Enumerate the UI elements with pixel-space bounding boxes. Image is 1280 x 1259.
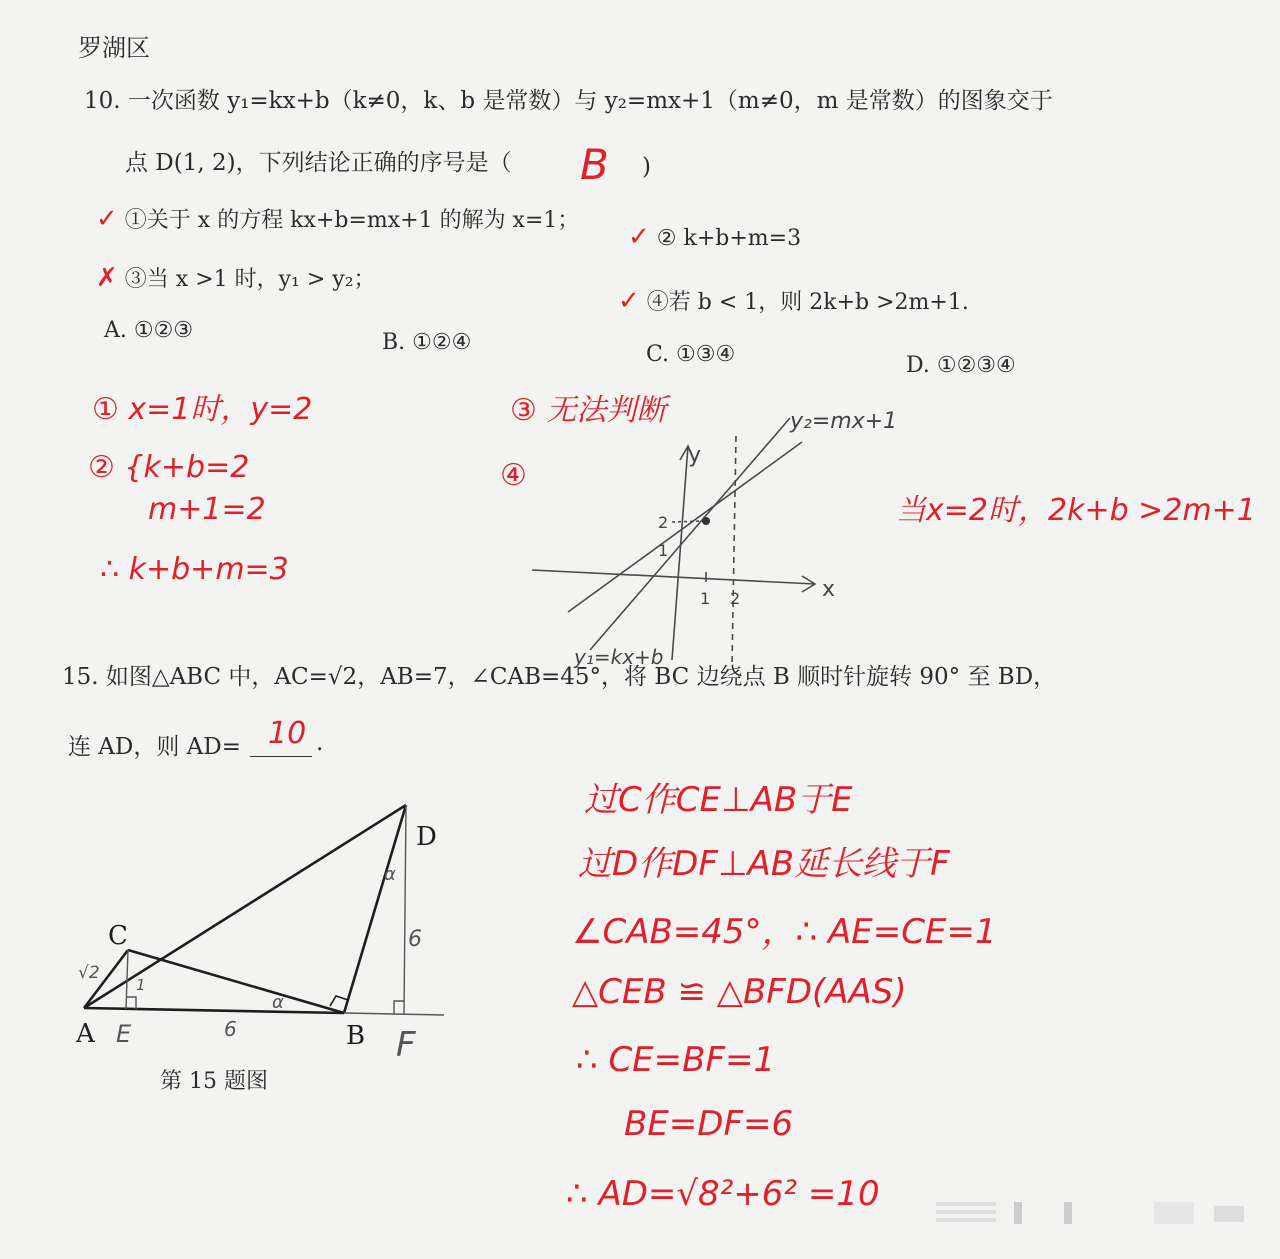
check-mark-icon: ✓: [96, 204, 118, 234]
graph-tick-y1: 1: [658, 541, 669, 560]
check-mark-icon: ✓: [618, 286, 640, 316]
label-b: B: [346, 1021, 366, 1051]
graph-y-label: y: [688, 443, 702, 468]
solution-line-7: ∴ AD=√8²+6² =10: [566, 1174, 880, 1214]
option-b: B. ①②④: [382, 330, 472, 355]
graph-tick-y2: 2: [658, 513, 669, 532]
hand-note-4: ④: [500, 458, 527, 493]
figure-caption: 第 15 题图: [160, 1069, 268, 1094]
label-e: E: [116, 1020, 132, 1048]
segment-ce: [126, 950, 128, 1009]
hand-note-3: ③ 无法判断: [510, 393, 667, 428]
hand-note-1: ① x=1时，y=2: [92, 392, 313, 427]
graph-label-y2: y₂=mx+1: [790, 409, 898, 434]
statement-2-text: ② k+b+m=3: [656, 226, 802, 251]
solution-line-2: 过D作DF⊥AB延长线于F: [578, 844, 950, 884]
solution-line-3: ∠CAB=45°，∴ AE=CE=1: [572, 912, 997, 952]
q10-line1: 10. 一次函数 y₁=kx+b（k≠0，k、b 是常数）与 y₂=mx+1（m≠0，m 是常数）的图象交于: [84, 88, 1053, 114]
watermark-icon: [934, 1196, 1254, 1230]
right-angle-f: [394, 1001, 404, 1014]
solution-line-6: BE=DF=6: [624, 1104, 794, 1144]
q15-answer: 10: [268, 716, 307, 751]
district-label: 罗湖区: [78, 34, 150, 62]
label-a: A: [76, 1019, 95, 1049]
graph-tick-1: 1: [700, 589, 711, 608]
label-be-6: 6: [224, 1017, 237, 1041]
label-df-6: 6: [408, 927, 422, 952]
graph-x-label: x: [822, 577, 836, 602]
option-c: C. ①③④: [646, 342, 736, 367]
graph-tick-2: 2: [730, 589, 741, 608]
segment-bd: [344, 805, 406, 1013]
segment-ad: [84, 805, 406, 1008]
q10-answer: B: [580, 140, 609, 189]
solution-line-5: ∴ CE=BF=1: [576, 1040, 776, 1080]
hand-note-when-x-2: 当x=2时，2k+b >2m+1: [896, 493, 1256, 528]
hand-note-2a: ② {k+b=2: [88, 450, 250, 485]
angle-alpha-d: α: [384, 864, 396, 885]
label-ce-1: 1: [136, 976, 146, 994]
statement-3-text: ③当 x >1 时，y₁ > y₂；: [124, 267, 376, 292]
right-angle-e: [126, 997, 136, 1009]
q15-line2: 连 AD，则 AD=: [68, 734, 241, 760]
solution-line-1: 过C作CE⊥AB于E: [584, 780, 853, 820]
label-f: F: [396, 1025, 416, 1065]
hand-note-2c: ∴ k+b+m=3: [100, 552, 289, 587]
q15-period: .: [316, 730, 324, 756]
statement-4-text: ④若 b < 1，则 2k+b >2m+1.: [646, 290, 969, 315]
solution-line-4: △CEB ≌ △BFD(AAS): [572, 972, 907, 1012]
graph-label-y1: y₁=kx+b: [574, 645, 664, 669]
option-d: D. ①②③④: [906, 353, 1016, 378]
q10-close-paren: ): [642, 154, 651, 180]
label-d: D: [416, 822, 437, 852]
label-sqrt2: √2: [78, 963, 100, 983]
angle-alpha-b: α: [272, 992, 284, 1013]
hand-note-2b: m+1=2: [148, 492, 266, 527]
segment-df: [404, 805, 406, 1014]
statement-1-text: ①关于 x 的方程 kx+b=mx+1 的解为 x=1；: [124, 208, 580, 233]
option-a: A. ①②③: [104, 318, 194, 343]
segment-ab: [84, 1008, 344, 1013]
q15-line1: 15. 如图△ABC 中，AC=√2，AB=7，∠CAB=45°，将 BC 边绕点 B 顺时针旋转 90° 至 BD，: [62, 664, 1057, 690]
check-mark-icon: ✓: [628, 222, 650, 252]
q10-line2: 点 D(1, 2)，下列结论正确的序号是（: [125, 150, 512, 176]
label-c: C: [108, 921, 128, 951]
cross-mark-icon: ✗: [96, 263, 118, 293]
